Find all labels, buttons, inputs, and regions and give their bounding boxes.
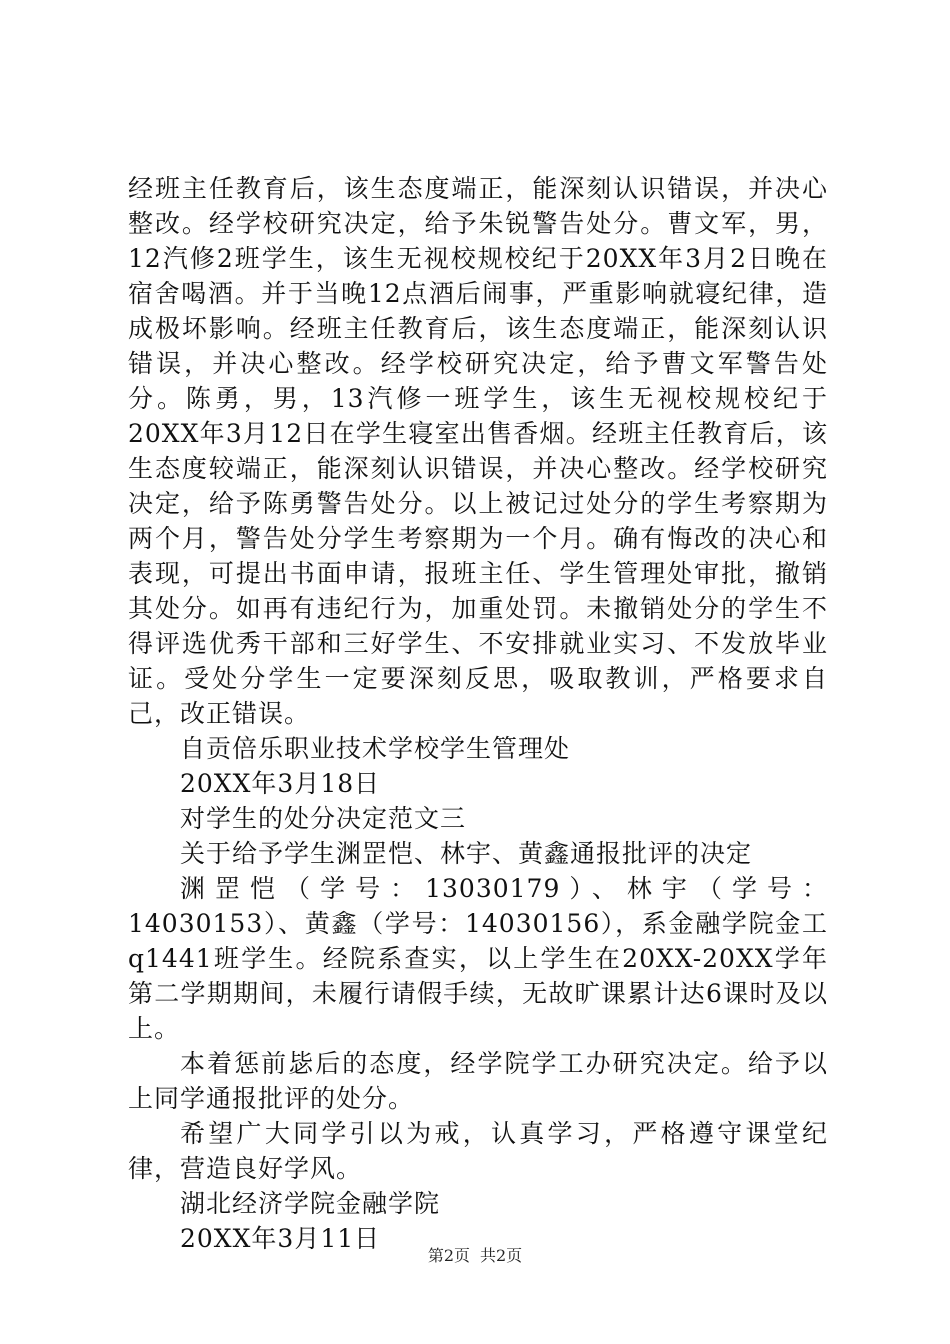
paragraph-issuer-school: 自贡倍乐职业技术学校学生管理处 xyxy=(180,734,571,763)
section-title: 对学生的处分决定范文三 xyxy=(180,804,467,833)
paragraph-decision: 本着惩前毖后的态度，经学院学工办研究决定。给予以上同学通报批评的处分。 xyxy=(128,1049,828,1113)
page-footer xyxy=(0,1246,950,1266)
paragraph-issuer-college: 湖北经济学院金融学院 xyxy=(180,1189,441,1218)
paragraph-students: 渊罡恺（学号：13030179）、林宇（学号：14030153）、黄鑫（学号：14030156），系金融学院金工q1441班学生。经院系查实，以上学生在20XX-20XX学年第二学期期间，未履行请假手续，无故旷课累计达6课时及以上。 xyxy=(128,874,828,1043)
paragraph-disciplinary-notice: 经班主任教育后，该生态度端正，能深刻认识错误，并决心整改。经学校研究决定，给予朱锐警告处分。曹文军，男，12汽修2班学生，该生无视校规校纪于20XX年3月2日晚在宿舍喝酒。并于当晚12点酒后闹事，严重影响就寝纪律，造成极坏影响。经班主任教育后，该生态度端正，能深刻认识错误，并决心整改。经学校研究决定，给予曹文军警告处分。陈勇，男，13汽修一班学生，该生无视校规校纪于20XX年3月12日在学生寝室出售香烟。经班主任教育后，该生态度较端正，能深刻认识错误，并决心整改。经学校研究决定，给予陈勇警告处分。以上被记过处分的学生考察期为两个月，警告处分学生考察期为一个月。确有悔改的决心和表现，可提出书面申请，报班主任、学生管理处审批，撤销其处分。如再有违纪行为，加重处罚。未撤销处分的学生不得评选优秀干部和三好学生、不安排就业实习、不发放毕业证。受处分学生一定要深刻反思，吸取教训，严格要求自己，改正错误。 xyxy=(128,174,828,728)
paragraph-hope: 希望广大同学引以为戒，认真学习，严格遵守课堂纪律，营造良好学风。 xyxy=(128,1119,828,1183)
paragraph-issue-date-1: 20XX年3月18日 xyxy=(180,769,381,798)
page-number-current: 第2页 xyxy=(427,1246,470,1265)
paragraph-issue-date-2: 20XX年3月11日 xyxy=(180,1224,381,1253)
decision-title: 关于给予学生渊罡恺、林宇、黄鑫通报批评的决定 xyxy=(180,839,753,868)
page-number-total: 共2页 xyxy=(480,1246,523,1265)
document-body xyxy=(128,171,828,1256)
